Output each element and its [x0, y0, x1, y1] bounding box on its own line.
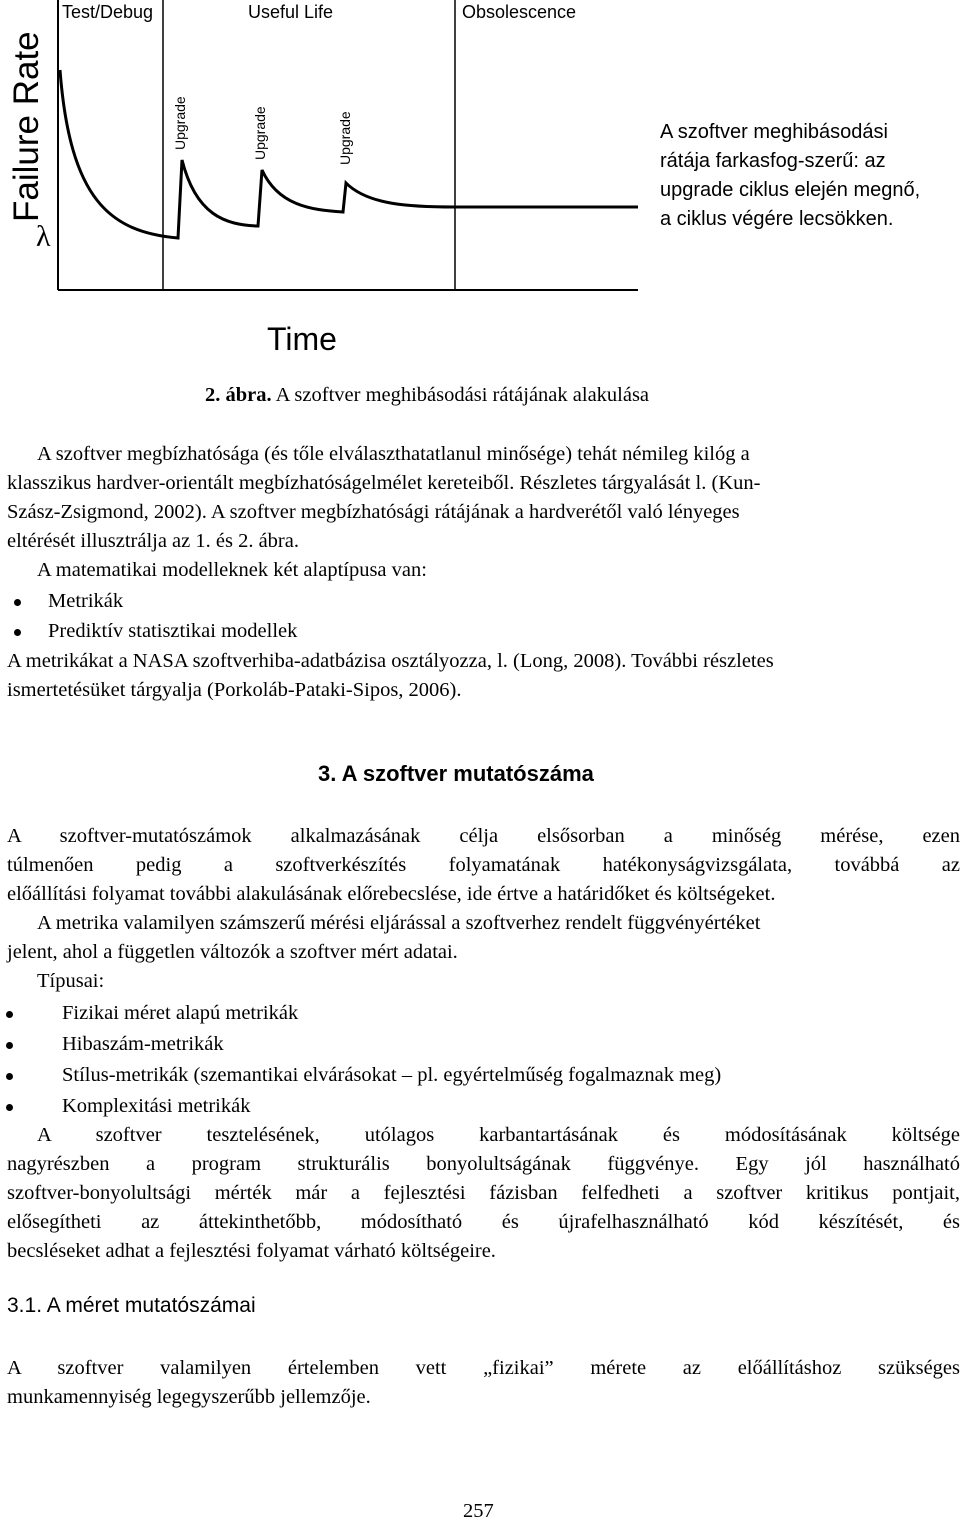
- para4-line: előállítási folyamat további alakulásának előrebecslése, ide értve a határidőket és költségeket.: [7, 883, 776, 905]
- list-item-text: Fizikai méret alapú metrikák: [62, 1002, 299, 1024]
- para1-line: eltérését illusztrálja az 1. és 2. ábra.: [7, 530, 299, 552]
- page-number: 257: [463, 1500, 494, 1522]
- figure-caption-text: A szoftver meghibásodási rátájának alakulása: [271, 384, 650, 406]
- failure-rate-figure: [0, 0, 645, 360]
- list-item: [14, 587, 123, 616]
- list-item-text: Metrikák: [48, 590, 124, 612]
- side-caption-line: a ciklus végére lecsökken.: [660, 208, 894, 230]
- upgrade-label-2: Upgrade: [252, 106, 268, 160]
- upgrade-label-3: Upgrade: [337, 111, 353, 165]
- x-axis-label: Time: [267, 321, 337, 357]
- para4-line: A szoftver-mutatószámok alkalmazásának célja elsősorban a minőség mérése, ezen: [7, 825, 960, 847]
- list-item-text: Stílus-metrikák (szemantikai elvárásokat – pl. egyértelműség fogalmaznak meg): [62, 1064, 722, 1086]
- para1-line: Szász-Zsigmond, 2002). A szoftver megbízhatósági rátájának a hardverétől való lényeges: [7, 501, 740, 523]
- lambda-label: λ: [36, 220, 51, 253]
- para1-line: A szoftver megbízhatósága (és tőle elválaszthatatlanul minősége) tehát némileg kilóg a: [37, 443, 750, 465]
- list-item: [6, 999, 298, 1028]
- para2-intro: A matematikai modelleknek két alaptípusa van:: [37, 559, 427, 581]
- phase-label-test-debug: Test/Debug: [62, 2, 154, 22]
- bullet-icon: [6, 1042, 13, 1049]
- para7-line: A szoftver valamilyen értelemben vett „fizikai” mérete az előállításhoz szükséges: [7, 1357, 960, 1379]
- phase-label-obsolescence: Obsolescence: [462, 2, 577, 22]
- para6-line: A szoftver tesztelésének, utólagos karbantartásának és módosításának költsége: [37, 1124, 960, 1146]
- side-caption-line: upgrade ciklus elején megnő,: [660, 179, 921, 201]
- section-3-title: 3. A szoftver mutatószáma: [318, 761, 594, 786]
- upgrade-label-1: Upgrade: [172, 96, 188, 150]
- para6-line: szoftver-bonyolultsági mérték már a fejlesztési fázisban felfedheti a szoftver kritikus pontjait,: [7, 1182, 960, 1204]
- para3-line: ismertetésüket tárgyalja (Porkoláb-Pataki-Sipos, 2006).: [7, 679, 462, 701]
- para4-line: túlmenően pedig a szoftverkészítés folyamatának hatékonyságvizsgálata, továbbá az: [7, 854, 960, 876]
- para6-line: elősegítheti az áttekinthetőbb, módosítható és újrafelhasználható kód készítését, és: [7, 1211, 960, 1233]
- para3-line: A metrikákat a NASA szoftverhiba-adatbázisa osztályozza, l. (Long, 2008). További részletes: [7, 650, 774, 672]
- para5-line: A metrika valamilyen számszerű mérési eljárással a szoftverhez rendelt függvényértéket: [37, 912, 761, 934]
- section-3-1-title: 3.1. A méret mutatószámai: [7, 1294, 256, 1317]
- figure-caption: [205, 381, 649, 410]
- bullet-icon: [14, 629, 21, 636]
- list-item: [6, 1061, 721, 1090]
- list-item-text: Hibaszám-metrikák: [62, 1033, 224, 1055]
- para6-line: becsléseket adhat a fejlesztési folyamat várható költségeire.: [7, 1240, 496, 1262]
- bullet-icon: [6, 1104, 13, 1111]
- figure-side-caption: [660, 118, 950, 234]
- side-caption-line: rátája farkasfog-szerű: az: [660, 150, 886, 172]
- para5-line: jelent, ahol a független változók a szoftver mért adatai.: [7, 941, 458, 963]
- types-label: Típusai:: [37, 970, 105, 992]
- para7-line: munkamennyiség legegyszerűbb jellemzője.: [7, 1386, 371, 1408]
- para6-line: nagyrészben a program strukturális bonyolultságának függvénye. Egy jól használható: [7, 1153, 960, 1175]
- side-caption-line: A szoftver meghibásodási: [660, 121, 888, 143]
- bullet-icon: [14, 599, 21, 606]
- phase-label-useful-life: Useful Life: [248, 2, 334, 22]
- bullet-icon: [6, 1011, 13, 1018]
- list-item: [6, 1030, 224, 1059]
- list-item-text: Komplexitási metrikák: [62, 1095, 251, 1117]
- para1-line: klasszikus hardver-orientált megbízhatóságelmélet kereteiből. Részletes tárgyalását l. (Kun-: [7, 472, 761, 494]
- list-item-text: Prediktív statisztikai modellek: [48, 620, 298, 642]
- list-item: [14, 617, 297, 646]
- y-axis-label: Failure Rate: [7, 31, 46, 222]
- list-item: [6, 1092, 250, 1121]
- figure-caption-number: 2. ábra.: [205, 384, 272, 406]
- bullet-icon: [6, 1073, 13, 1080]
